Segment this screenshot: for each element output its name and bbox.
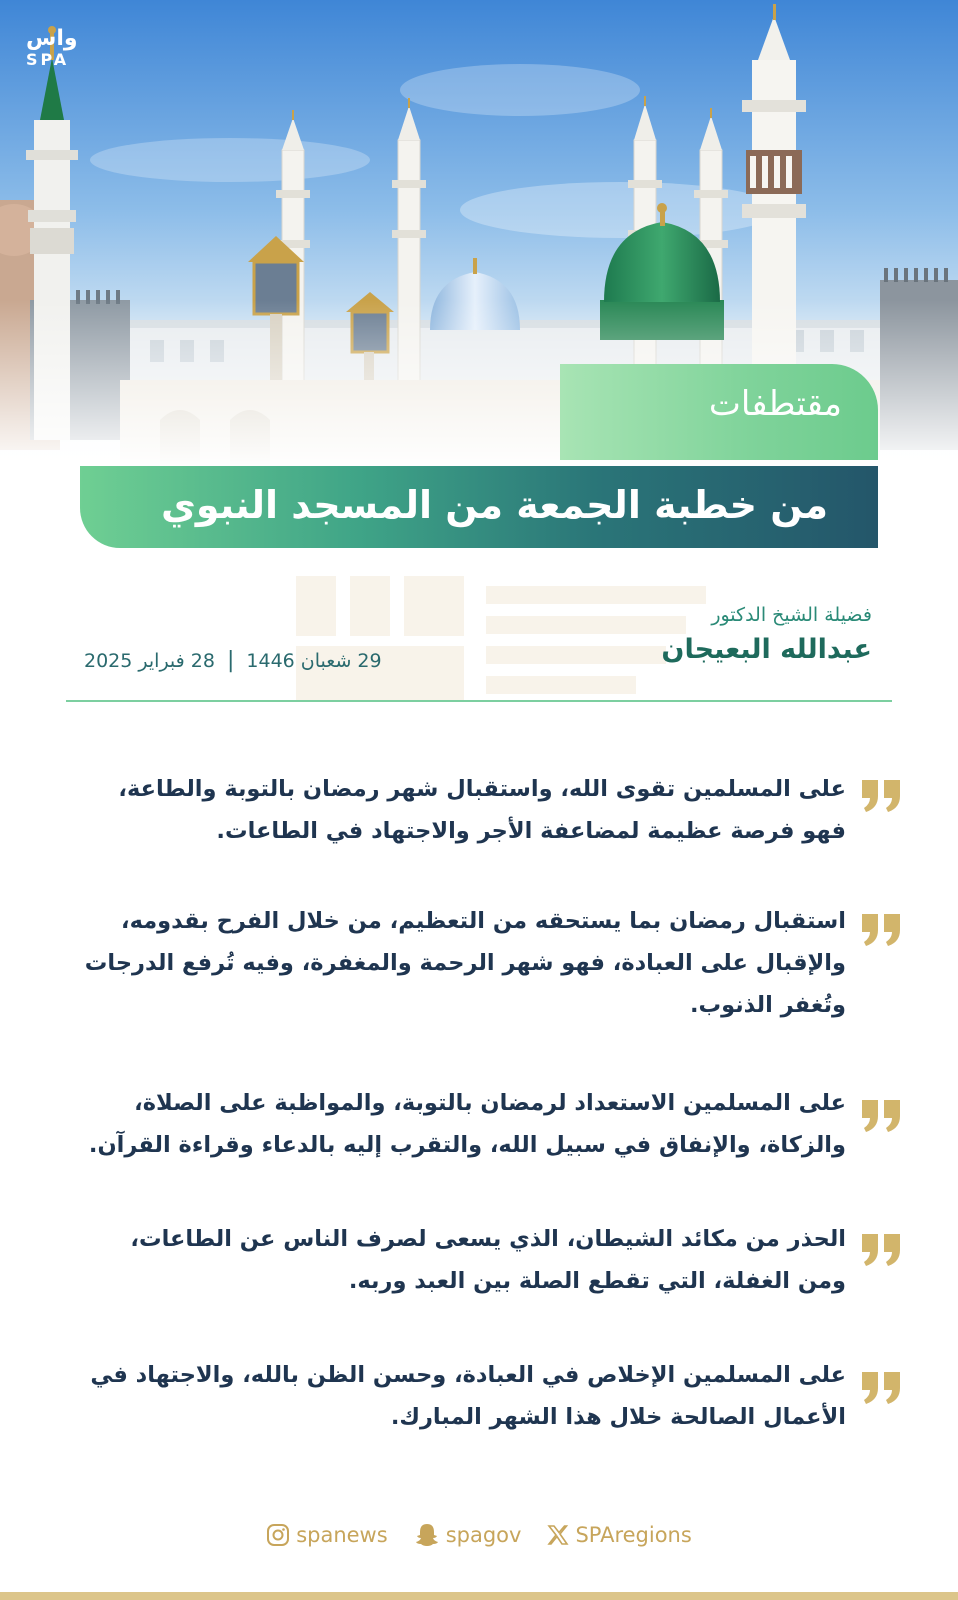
quote-mark-icon (860, 776, 904, 814)
title-main: من خطبة الجمعة من المسجد النبوي (161, 483, 828, 527)
title-excerpts-box (560, 364, 878, 460)
logo-arabic: واس (26, 26, 78, 51)
quote-text: استقبال رمضان بما يستحقه من التعظيم، من خلال الفرح بقدومه، والإقبال على العبادة، فهو شهر الرحمة والمغفرة، وفيه تُرفع الدرجات وتُغفر الذنوب. (84, 908, 846, 1018)
quote-item (82, 1218, 846, 1302)
gregorian-date: 28 فبراير 2025 (84, 649, 215, 672)
title-main-box (80, 466, 878, 548)
quote-item (82, 1354, 846, 1438)
x-handle[interactable] (547, 1523, 691, 1547)
section-divider (66, 700, 892, 702)
instagram-icon (266, 1523, 290, 1547)
speaker-name: عبدالله البعيجان (661, 634, 872, 665)
snapchat-label: spagov (445, 1523, 522, 1547)
instagram-handle[interactable] (266, 1523, 388, 1547)
quote-text: على المسلمين الإخلاص في العبادة، وحسن الظن بالله، والاجتهاد في الأعمال الصالحة خلال هذا الشهر المبارك. (90, 1362, 846, 1430)
quote-mark-icon (860, 1096, 904, 1134)
social-footer (0, 1522, 958, 1548)
spa-logo (26, 28, 88, 68)
quote-item (82, 768, 846, 852)
date-row (84, 648, 382, 673)
quote-mark-icon (860, 910, 904, 948)
hijri-date: 29 شعبان 1446 (246, 649, 382, 672)
quote-item (82, 1082, 846, 1166)
watermark-logo (296, 576, 716, 702)
quote-item (82, 900, 846, 1026)
x-label: SPAregions (575, 1523, 692, 1547)
x-icon (547, 1524, 569, 1546)
quote-text: على المسلمين تقوى الله، واستقبال شهر رمضان بالتوبة والطاعة، فهو فرصة عظيمة لمضاعفة الأجر والاجتهاد في الطاعات. (118, 776, 846, 844)
instagram-label: spanews (296, 1523, 388, 1547)
logo-english: SPA (26, 50, 70, 69)
quote-mark-icon (860, 1368, 904, 1406)
bottom-rule (0, 1592, 958, 1600)
snapchat-handle[interactable] (414, 1522, 522, 1548)
quote-text: الحذر من مكائد الشيطان، الذي يسعى لصرف الناس عن الطاعات، ومن الغفلة، التي تقطع الصلة بين العبد وربه. (130, 1226, 846, 1294)
quote-text: على المسلمين الاستعداد لرمضان بالتوبة، والمواظبة على الصلاة، والزكاة، والإنفاق في سبيل الله، والتقرب إليه بالدعاء وقراءة القرآن. (88, 1090, 846, 1158)
quote-mark-icon (860, 1230, 904, 1268)
title-excerpts: مقتطفات (708, 384, 842, 424)
date-separator: | (226, 648, 235, 673)
snapchat-icon (414, 1522, 440, 1548)
speaker-honorific: فضيلة الشيخ الدكتور (711, 604, 872, 626)
